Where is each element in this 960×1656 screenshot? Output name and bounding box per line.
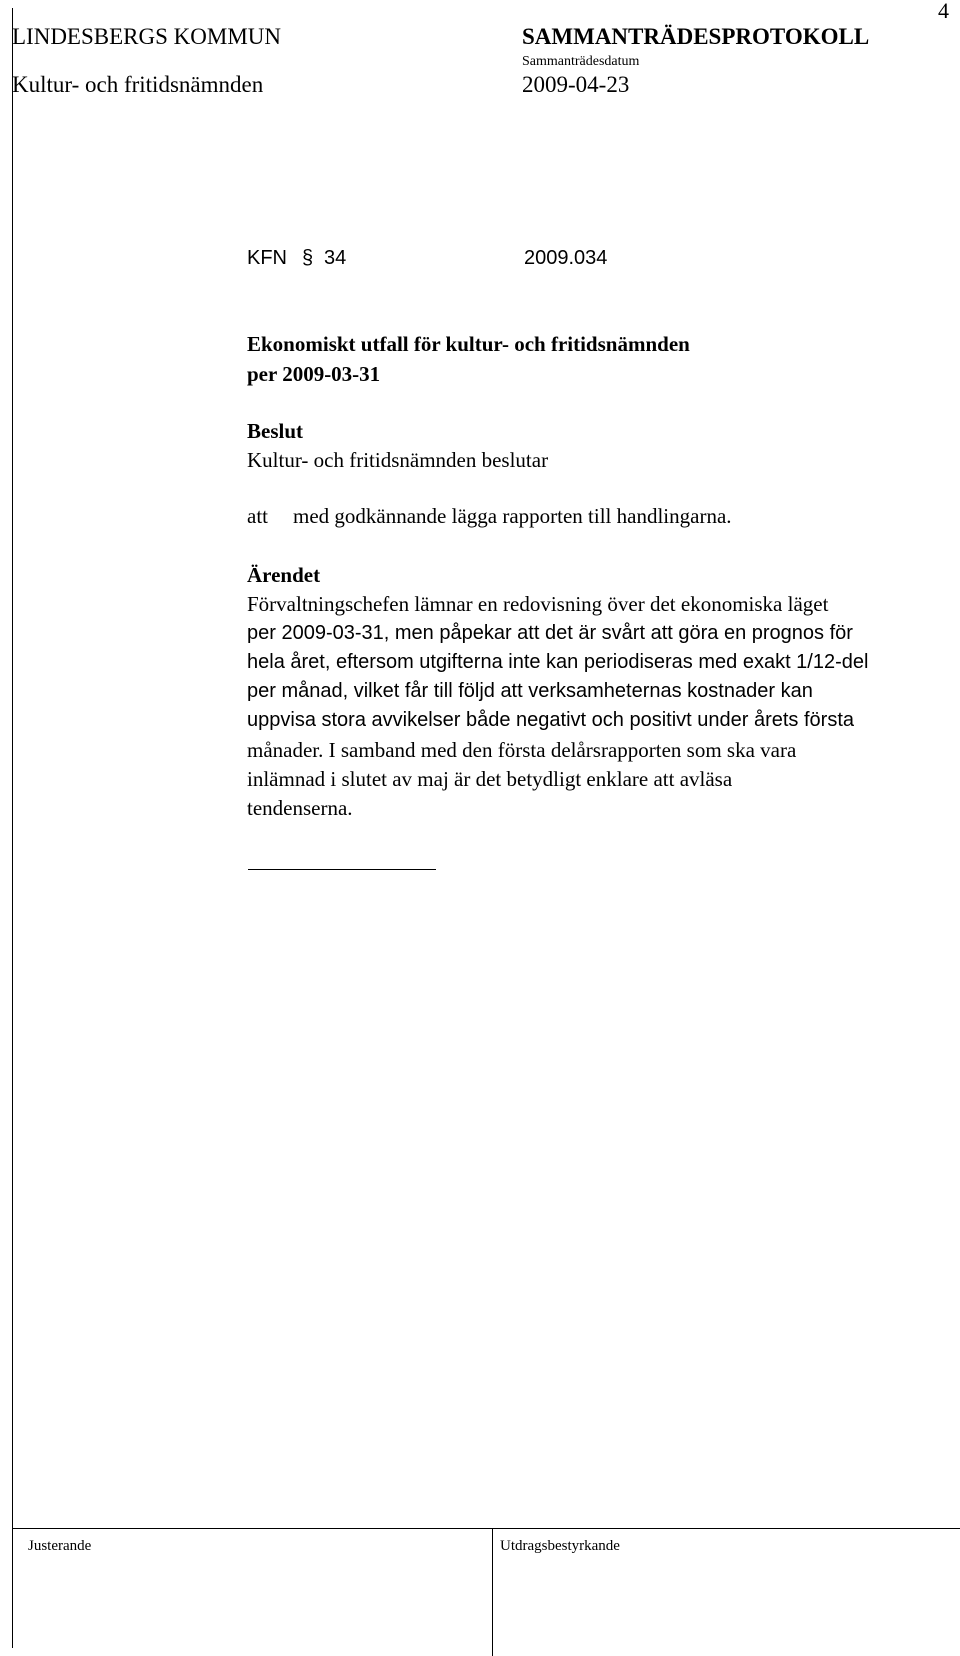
decision-heading: Beslut: [247, 419, 304, 443]
case-number: 2009.034: [524, 247, 608, 269]
adjuster-label: Justerande: [28, 1538, 92, 1554]
municipality-name: LINDESBERGS KOMMUN: [12, 24, 281, 49]
page-number: 4: [938, 0, 949, 23]
matter-line: uppvisa stora avvikelser både negativt och positivt under årets första: [247, 709, 854, 731]
committee-name: Kultur- och fritidsnämnden: [12, 72, 264, 97]
meeting-date-label: Sammanträdesdatum: [522, 54, 640, 69]
left-margin-rule: [12, 8, 13, 1648]
matter-line: tendenserna.: [247, 796, 353, 820]
section-prefix: KFN: [247, 247, 287, 269]
decision-intro: Kultur- och fritidsnämnden beslutar: [247, 448, 549, 472]
section-number: 34: [324, 247, 347, 269]
meeting-date: 2009-04-23: [522, 72, 630, 97]
matter-line: per 2009-03-31, men påpekar att det är svårt att göra en prognos för: [247, 622, 853, 644]
case-title-line-2: per 2009-03-31: [247, 362, 381, 386]
case-title-line-1: Ekonomiskt utfall för kultur- och fritidsnämnden: [247, 332, 690, 356]
section-end-rule: [248, 869, 436, 870]
matter-line: inlämnad i slutet av maj är det betydligt enklare att avläsa: [247, 767, 733, 791]
matter-line: månader. I samband med den första delårsrapporten som ska vara: [247, 738, 797, 762]
section-symbol: §: [302, 247, 314, 269]
matter-heading: Ärendet: [247, 563, 321, 587]
footer-top-rule: [12, 1528, 960, 1529]
document-type: SAMMANTRÄDESPROTOKOLL: [522, 24, 870, 49]
matter-line: per månad, vilket får till följd att verksamheternas kostnader kan: [247, 680, 813, 702]
matter-line: hela året, eftersom utgifterna inte kan periodiseras med exakt 1/12-del: [247, 651, 869, 673]
matter-line: Förvaltningschefen lämnar en redovisning över det ekonomiska läget: [247, 592, 829, 616]
extract-verification-label: Utdragsbestyrkande: [500, 1538, 620, 1554]
footer-divider: [492, 1528, 493, 1656]
decision-att: att: [247, 504, 268, 528]
decision-text: med godkännande lägga rapporten till handlingarna.: [293, 504, 732, 528]
